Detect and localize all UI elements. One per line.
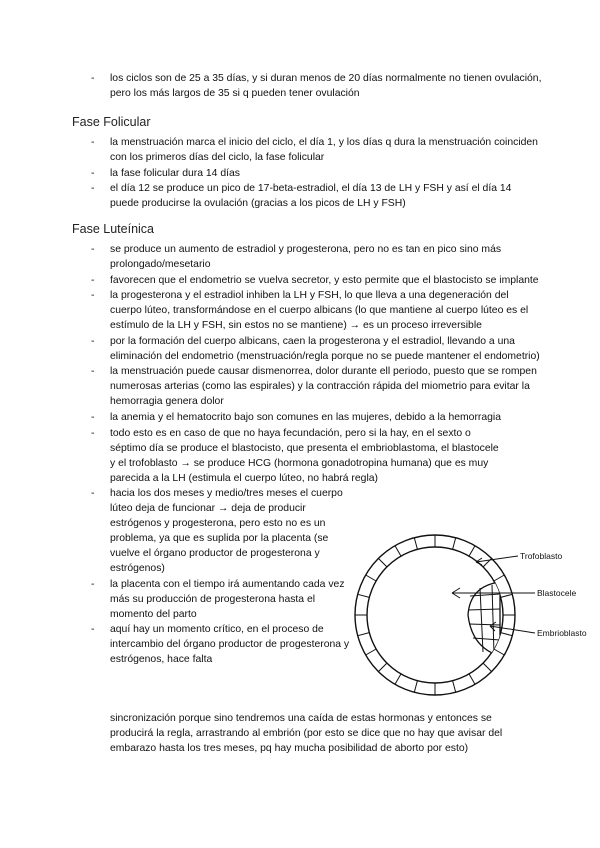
blastocyst-diagram — [340, 530, 590, 710]
list-item: - la anemia y el hematocrito bajo son comunes en las mujeres, debido a la hemorragia — [72, 410, 542, 425]
folicular-section — [72, 135, 542, 212]
section-heading-folicular: Fase Folicular — [72, 115, 151, 129]
section-heading-luteinica: Fase Luteínica — [72, 222, 154, 236]
list-item: - la menstruación puede causar dismenorrea, dolor durante ell periodo, puesto que se rompen numerosas arterias (como las espirales) y la contracción rápida del miometrio para evitar la hemorragia genera dolor — [72, 364, 542, 409]
continuation-paragraph: sincronización porque sino tendremos una caída de estas hormonas y entonces se producirá la regla, arrastrando al embrión (por esto se dice que no hay que avisar del embarazo hasta los tres meses, pq hay mucha posibilidad de aborto por esto) — [110, 713, 503, 754]
list-item: - por la formación del cuerpo albicans, caen la progesterona y el estradiol, llevando a una eliminación del endometrio (menstruación/regla porque no se puede mantener el endometrio) — [72, 334, 542, 364]
label-blastocele: Blastocele — [537, 588, 577, 598]
list-item: - la menstruación marca el inicio del ciclo, el día 1, y los días q dura la menstruación coinciden con los primeros días del ciclo, la fase folicular — [72, 135, 542, 165]
list-item: - hacia los dos meses y medio/tres meses el cuerpo lúteo deja de funcionar → deja de producir estrógenos y progesterona, pero esto no es un problema, ya que es suplida por la placenta (se vuelve el órgano productor de progesterona y estrógenos) — [72, 486, 542, 576]
list-item: - el día 12 se produce un pico de 17-beta-estradiol, el día 13 de LH y FSH y así el día 14 puede producirse la ovulación (gracias a los picos de LH y FSH) — [72, 181, 542, 211]
list-item: - favorecen que el endometrio se vuelva secretor, y esto permite que el blastocisto se implante — [72, 273, 542, 288]
intro-section — [72, 71, 542, 102]
label-embrioblasto: Embrioblasto — [537, 628, 587, 638]
list-item: - la progesterona y el estradiol inhiben la LH y FSH, lo que lleva a una degeneración del cuerpo lúteo, transformándose en el cuerpo albicans (lo que mantiene al cuerpo lúteo es el estímulo de la LH y FSH, sin estos no se mantiene) → es un proceso irreversible — [72, 288, 542, 333]
list-item: - se produce un aumento de estradiol y progesterona, pero no es tan en pico sino más prolongado/mesetario — [72, 242, 542, 272]
list-item: - la placenta con el tiempo irá aumentando cada vez más su producción de progesterona hasta el momento del parto — [72, 577, 542, 622]
label-trofoblasto: Trofoblasto — [520, 551, 563, 561]
list-item: - los ciclos son de 25 a 35 días, y si duran menos de 20 días normalmente no tienen ovulación, pero los más largos de 35 si q pueden tener ovulación — [72, 71, 542, 101]
list-item: - aquí hay un momento crítico, en el proceso de intercambio del órgano productor de progesterona y estrógenos, hace falta — [72, 622, 542, 667]
list-item: - la fase folicular dura 14 días — [72, 166, 542, 181]
list-item: - todo esto es en caso de que no haya fecundación, pero si la hay, en el sexto o séptimo día se produce el blastocisto, que presenta el embrioblastoma, el blastocele y el trofoblasto → se produce HCG (hormona gonadotropina humana) que es muy parecida a la LH (estimula el cuerpo lúteo, no habrá regla) — [72, 426, 542, 486]
